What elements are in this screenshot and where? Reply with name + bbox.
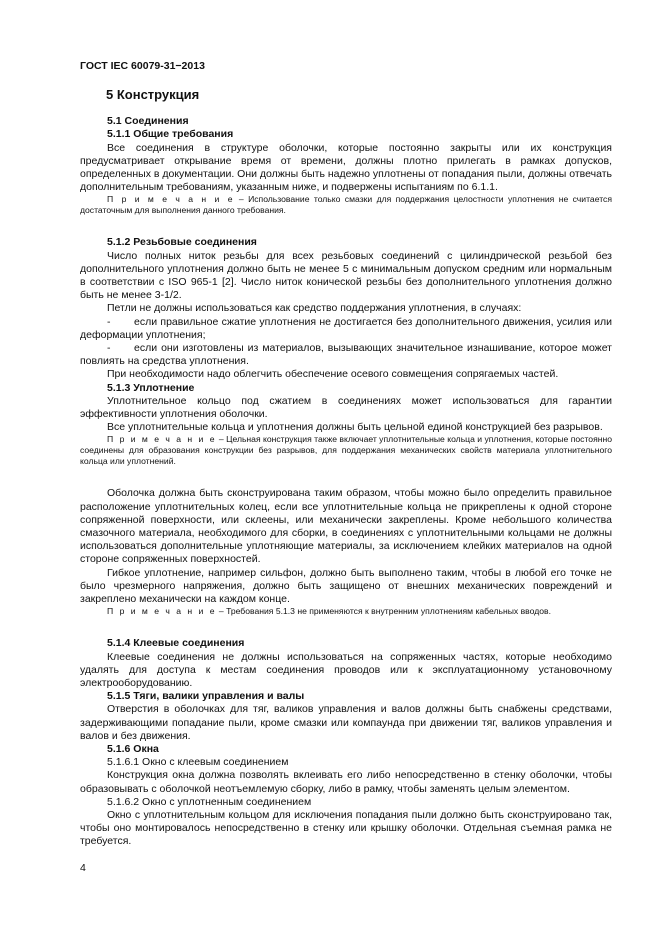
subsection-title-5-1-1: 5.1.1 Общие требования [107, 128, 234, 141]
note-label: П р и м е ч а н и е [107, 434, 217, 445]
list-item-text: если они изготовлены из материалов, вызывающих значительное изнашивание, которое может повлиять на средства уплотнения. [80, 342, 612, 368]
list-item-text: если правильное сжатие уплотнения не достигается без дополнительного движения, усилия или деформации уплотнения; [80, 315, 612, 341]
subsection-title-5-1-6: 5.1.6 Окна [107, 742, 159, 755]
paragraph-5-1-3-c: Оболочка должна быть сконструирована таким образом, чтобы можно было определить правильное расположение уплотнительных колец, если все уплотнительные кольца не прикреплены к одной стороне сопряженной поверхности, или склеены, или механически закреплены. Кроме небольшого количества смазочного материала, необходимого для сборки, в соединениях с уплотнительными кольцами не должны использоваться дополнительные уплотняющие материалы, за исключением клейких материалов на одной стороне сопряженных поверхностей. [80, 487, 612, 566]
paragraph-5-1-5: Отверстия в оболочках для тяг, валиков управления и валов должны быть снабжены средствами, задерживающими попадание пыли, кроме смазки или компаунда при движении тяг, валиков управления и валов и без движения. [80, 703, 612, 742]
subsection-title-5-1-5: 5.1.5 Тяги, валики управления и валы [107, 690, 305, 703]
paragraph-5-1-1: Все соединения в структуре оболочки, которые постоянно закрыты или их конструкция предусматривает открывание время от времени, должны плотно прилегать в рамках допусков, определенных в документации. Они должны быть надежно уплотнены от попадания пыли, должны отвечать дополнительным требованиям, указанным ниже, и подвержены испытаниям по 6.1.1. [80, 141, 612, 194]
paragraph-5-1-6-1: Конструкция окна должна позволять вклеивать его либо непосредственно в стенку оболочки, чтобы образовывать с оболочкой неотъемлемую сборку, либо в рамку, чтобы заменять целым элементом. [80, 769, 612, 795]
list-dash: - [107, 342, 111, 355]
note-label: П р и м е ч а н и е [107, 606, 217, 617]
paragraph-5-1-2-a: Число полных ниток резьбы для всех резьбовых соединений с цилиндрической резьбой без дополнительного уплотнения должно быть не менее 5 с минимальным допуском средним или нормальным в соответствии с ISO 965-1 [2]. Число ниток конической резьбы без дополнительного уплотнения должно быть не менее 3-1/2. [80, 249, 612, 302]
note-5-1-3-b [80, 606, 612, 617]
paragraph-5-1-4: Клеевые соединения не должны использоваться на сопряженных частях, которые необходимо удалять для доступа к местам соединения проводов или к эксплуатационному установочному электрооборудованию. [80, 650, 612, 689]
note-label: П р и м е ч а н и е [107, 194, 235, 205]
paragraph-5-1-3-d: Гибкое уплотнение, например сильфон, должно быть выполнено таким, чтобы в любой его точке не было чрезмерного напряжения, должно быть защищено от внешних механических повреждений и закреплено механически на каждом конце. [80, 566, 612, 606]
paragraph-5-1-3-a: Уплотнительное кольцо под сжатием в соединениях может использоваться для гарантии эффективности уплотнения оболочки. [80, 394, 612, 421]
note-5-1-3-a [80, 434, 612, 467]
subsection-title-5-1-3: 5.1.3 Уплотнение [107, 381, 195, 394]
subsection-title-5-1-2: 5.1.2 Резьбовые соединения [107, 236, 257, 249]
subsection-title-5-1-4: 5.1.4 Клеевые соединения [107, 637, 245, 650]
paragraph-5-1-6-2: Окно с уплотнительным кольцом для исключения попадания пыли должно быть сконструировано так, чтобы оно монтировалось непосредственно в стенку или крышку оболочки. Отдельная съемная рамка не требуется. [80, 808, 612, 848]
subsection-title-5-1-6-2: 5.1.6.2 Окно с уплотненным соединением [107, 795, 312, 808]
list-item-1 [80, 316, 612, 342]
paragraph-5-1-3-b: Все уплотнительные кольца и уплотнения должны быть цельной единой конструкцией без разрывов. [107, 421, 603, 434]
note-text: – Использование только смазки для поддержания целостности уплотнения не считается достаточным для выполнения данного требования. [80, 194, 612, 216]
paragraph-5-1-2-b: Петли не должны использоваться как средство поддержания уплотнения, в случаях: [107, 302, 522, 315]
list-dash: - [107, 315, 111, 328]
section-title: 5 Конструкция [106, 87, 200, 102]
standard-code-header: ГОСТ IEC 60079-31−2013 [80, 60, 205, 72]
note-5-1-1 [80, 194, 612, 216]
note-text: – Требования 5.1.3 не применяются к внутренним уплотнениям кабельных вводов. [216, 606, 551, 617]
note-text: – Цельная конструкция также включает уплотнительные кольца и уплотнения, которые постоянно соединены для образования конструкции без разрывов, для поддержания механических свойств материала уплотнительного кольца или уплотнений. [80, 434, 612, 467]
subsection-title-5-1-6-1: 5.1.6.1 Окно с клеевым соединением [107, 756, 289, 769]
page-content [80, 88, 612, 849]
subsection-title-5-1: 5.1 Соединения [107, 115, 189, 128]
page-number: 4 [80, 862, 86, 874]
paragraph-5-1-2-c: При необходимости надо облегчить обеспечение осевого совмещения сопрягаемых частей. [107, 368, 559, 381]
list-item-2 [80, 342, 612, 368]
